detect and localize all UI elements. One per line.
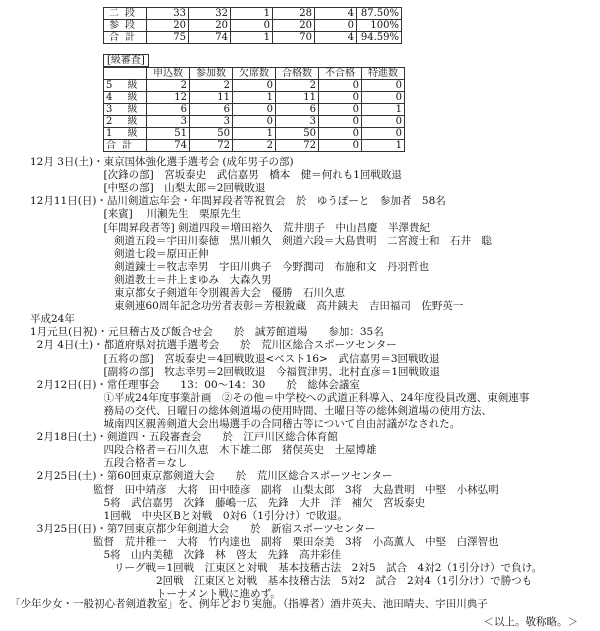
kyu-cell: 1 [362, 140, 405, 152]
kyu-row-label: 2 級 [104, 116, 147, 128]
kyu-cell: 0 [233, 104, 276, 116]
log-line: トーナメント戦に進めず。 [30, 588, 281, 601]
kyu-row-label: 合計 [104, 140, 147, 152]
kyu-cell: 50 [276, 128, 319, 140]
log-line: 2月25日(土)・第60回東京都剣道大会 於 荒川区総合スポーツセンター [30, 470, 393, 483]
kyu-cell: 2 [276, 80, 319, 92]
kyu-header-cell: 申込数 [147, 68, 190, 80]
kyu-cell: 2 [233, 140, 276, 152]
dan-cell: 74 [189, 32, 231, 44]
kyu-row [104, 104, 405, 116]
dan-row-label: 二段 [104, 8, 147, 20]
log-line: 2月12日(日)・常任理事会 13：00～14：30 於 総体会議室 [30, 378, 360, 391]
log-line: [年間昇段者等] 剣道四段＝増田裕久 荒井朋子 中山昌慶 半澤貴紀 [30, 221, 431, 234]
kyu-cell: 0 [319, 128, 362, 140]
dan-cell: 28 [273, 8, 315, 20]
kyu-row-label: 1 級 [104, 128, 147, 140]
kyu-header-cell [104, 68, 147, 80]
log-line: 東剣連60周年記念功労者表彰＝芳根銳蔵 高井銕夫 吉田福司 佐野英一 [30, 300, 464, 313]
kyu-cell: 0 [233, 116, 276, 128]
log-line: 5将 山内美穂 次鋒 林 啓太 先鋒 高井彩佳 [30, 549, 342, 561]
kyu-cell: 0 [362, 116, 405, 128]
kyu-cell: 12 [147, 92, 190, 104]
kyu-cell: 6 [190, 104, 233, 116]
kyu-cell: 1 [362, 104, 405, 116]
kyu-header-cell: 合格数 [276, 68, 319, 80]
kyu-cell: 50 [190, 128, 233, 140]
log-line: [次鋒の部] 宮坂泰史 武信嘉男 橋本 健＝何れも1回戦敗退 [30, 169, 402, 182]
log-line: 5将 武信嘉男 次鋒 藤嶋一広 先鋒 大井 洋 補欠 宮坂泰史 [30, 496, 426, 509]
kyu-row [104, 140, 405, 152]
kyu-cell: 1 [233, 128, 276, 140]
kyu-cell: 11 [190, 92, 233, 104]
kyu-row [104, 92, 405, 104]
kyu-header-cell: 不合格 [319, 68, 362, 80]
log-line: リーグ戦＝1回戦 江東区と対戦 基本技稽古法 2対5 試合 4対2（1引分け）で負け。 [30, 562, 543, 575]
dan-cell: 1 [231, 32, 273, 44]
dan-cell: 75 [147, 32, 189, 44]
log-line: 剣道七段＝原田正伸 [30, 247, 209, 260]
log-line: [来賓] 川瀬先生 栗原先生 [30, 208, 242, 221]
log-line: 五段合格者＝なし [30, 457, 188, 470]
log-line: 2回戦 江東区と対戦 基本技稽古法 5対2 試合 2対4（1引分け）で勝つも [30, 575, 533, 588]
kyu-cell: 6 [276, 104, 319, 116]
log-line: 四段合格者＝石川久恵 木下雄二郎 猪俣英史 土屋博雄 [30, 444, 377, 457]
log-line: 1月元旦(日祝)・元旦稽古及び飯合せ会 於 誠芳館道場 参加：35名 [30, 326, 384, 339]
kyu-header-row [104, 68, 405, 80]
log-line: 務局の交代、日曜日の総体剣道場の使用時間、土曜日等の総体剣道場の使用方法、 [30, 404, 492, 417]
log-line: 剣道教士＝井上まゆみ 大森久男 [30, 273, 272, 286]
dan-cell: 20 [189, 20, 231, 32]
kyu-row [104, 116, 405, 128]
kyu-cell: 0 [319, 104, 362, 116]
log-line: 東京都女子剣道年令別親善大会 優勝 石川久恵 [30, 287, 345, 299]
log-line: 監督 荒井稚一 大将 竹内達也 副将 栗田奈美 3将 小高薫人 中堅 白澤智也 [30, 535, 499, 548]
log-line: 城南四区親善剣道大会出場選手の合同稽古等について自由討議がなされた。 [30, 418, 461, 430]
kyu-cell: 0 [362, 128, 405, 140]
log-line: ①平成24年度事業計画 ②その他＝中学校への武道正科導入、24年度役員改選、東剣連事 [30, 391, 530, 404]
kyu-cell: 0 [362, 80, 405, 92]
kyu-row-label: 5 級 [104, 80, 147, 92]
dan-cell: 4 [315, 32, 357, 44]
kyu-cell: 2 [190, 80, 233, 92]
dan-row [104, 32, 402, 44]
kyu-exam-label: [級審査] [103, 54, 149, 67]
dan-row-label: 合計 [104, 32, 147, 44]
kyu-cell: 6 [147, 104, 190, 116]
dan-cell: 4 [315, 8, 357, 20]
kyu-header-cell: 特進数 [362, 68, 405, 80]
log-line: 1回戦 中央区Bと対戦 0対6（1引分け）で敗退。 [30, 509, 348, 522]
beginner-class-note: 「少年少女・一般初心者剣道教室」を、例年どおり実施。（指導者）酒井英夫、池田晴夫、宇田川典子 [10, 598, 488, 610]
kyu-cell: 0 [319, 92, 362, 104]
kyu-cell: 3 [276, 116, 319, 128]
dan-cell: 32 [189, 8, 231, 20]
kyu-cell: 2 [147, 80, 190, 92]
kyu-cell: 0 [233, 80, 276, 92]
kyu-cell: 0 [362, 92, 405, 104]
kyu-cell: 74 [147, 140, 190, 152]
log-line: 2月18日(土)・剣道四・五段審査会 於 江戸川区総合体育館 [30, 431, 338, 444]
kyu-row [104, 80, 405, 92]
log-line: 剣道五段＝宇田川泰徳 黒川頼久 剣道六段＝大島貴明 二宮渡士和 石井 聡 [30, 234, 492, 247]
dan-cell: 20 [147, 20, 189, 32]
dan-row [104, 8, 402, 20]
kyu-header-cell: 参加数 [190, 68, 233, 80]
log-line: 剣道錬士＝牧志幸男 宇田川典子 今野潤司 布施和文 丹羽哲也 [30, 260, 429, 273]
kyu-cell: 3 [190, 116, 233, 128]
kyu-cell: 72 [190, 140, 233, 152]
log-line: [中堅の部] 山梨太郎＝2回戦敗退 [30, 182, 266, 195]
log-line: 2月 4日(土)・都道府県対抗選手選考会 於 荒川区総合スポーツセンター [30, 339, 397, 352]
kyu-cell: 51 [147, 128, 190, 140]
kyu-row-label: 4 級 [104, 92, 147, 104]
kyu-cell: 1 [233, 92, 276, 104]
log-line: [五将の部] 宮坂泰史＝4回戦敗退<ベスト16> 武信嘉男＝3回戦敗退 [30, 352, 440, 365]
dan-row-label: 参段 [104, 20, 147, 32]
log-line: 12月11日(日)・品川剣道忘年会・年間昇段者等祝賀会 於 ゆうぽーと 参加者 58名 [30, 195, 446, 208]
kyu-cell: 0 [319, 140, 362, 152]
dan-row [104, 20, 402, 32]
log-line: 12月 3日(土)・東京国体強化選手選考会 (成年男子の部) [30, 156, 294, 168]
kyu-row-label: 3 級 [104, 104, 147, 116]
dan-cell: 94.59% [357, 32, 402, 44]
dan-cell: 100% [357, 20, 402, 32]
kyu-cell: 0 [319, 80, 362, 92]
kyu-cell: 0 [319, 116, 362, 128]
log-line: 監督 田中靖彦 大将 田中睦彦 副将 山梨太郎 3将 大島貴明 中堅 小林弘明 [30, 483, 499, 496]
dan-results-table [103, 7, 402, 44]
kyu-cell: 3 [147, 116, 190, 128]
closing-remark: ＜以上。敬称略。＞ [483, 616, 578, 628]
kyu-header-cell: 欠席数 [233, 68, 276, 80]
kyu-row [104, 128, 405, 140]
dan-cell: 20 [273, 20, 315, 32]
dan-cell: 87.50% [357, 8, 402, 20]
log-line: 3月25日(日)・第7回東京都少年剣道大会 於 新宿スポーツセンター [30, 522, 376, 535]
dan-cell: 0 [231, 20, 273, 32]
dan-cell: 70 [273, 32, 315, 44]
dan-cell: 33 [147, 8, 189, 20]
kyu-results-table [103, 67, 405, 152]
dan-cell: 1 [231, 8, 273, 20]
kyu-cell: 72 [276, 140, 319, 152]
log-line: 平成24年 [30, 313, 75, 326]
log-line: [副将の部] 牧志幸男＝2回戦敗退 今福賀津男、北村直彦＝1回戦敗退 [30, 365, 441, 378]
dan-cell: 0 [315, 20, 357, 32]
kyu-cell: 11 [276, 92, 319, 104]
